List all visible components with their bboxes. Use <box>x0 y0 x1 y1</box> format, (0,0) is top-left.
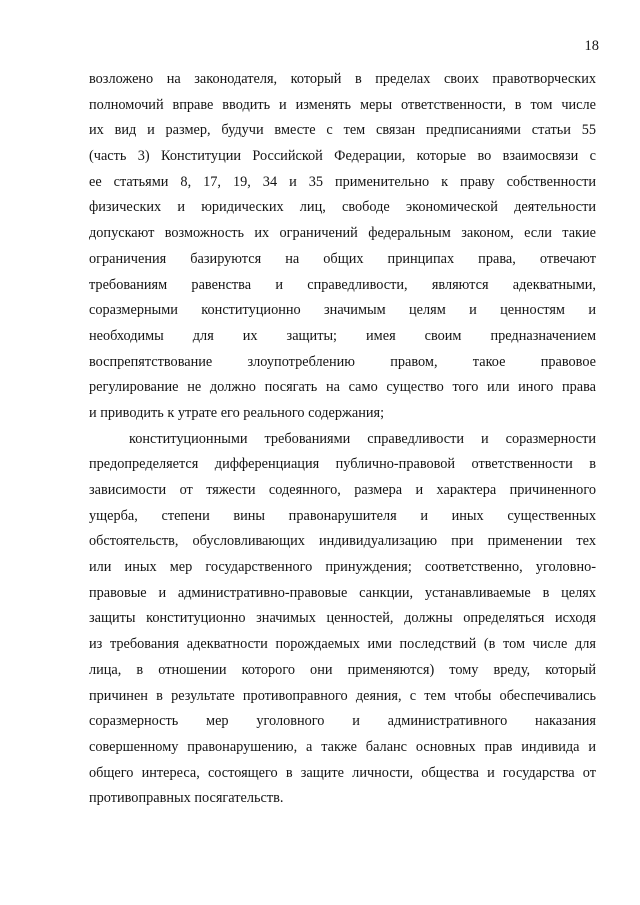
text-line: регулирование не должно посягать на само существо того или иного права <box>89 379 596 396</box>
text-line: противоправных посягательств. <box>89 790 284 807</box>
text-line: полномочий вправе вводить и изменять меры ответственности, в том числе <box>89 96 596 113</box>
text-line: требованиям равенства и справедливости, являются адекватными, <box>89 276 596 293</box>
text-line: воспрепятствование злоупотреблению правом, такое правовое <box>89 353 596 370</box>
text-line: допускают возможность их ограничений федеральным законом, если такие <box>89 225 596 242</box>
text-line: из требования адекватности порождаемых ими последствий (в том числе для <box>89 636 596 653</box>
text-line: необходимы для их защиты; имея своим предназначением <box>89 327 596 344</box>
text-line: лица, в отношении которого они применяются) тому вреду, который <box>89 661 596 678</box>
text-line: зависимости от тяжести содеянного, размера и характера причиненного <box>89 482 596 498</box>
text-line: или иных мер государственного принуждения; соответственно, уголовно- <box>89 559 596 576</box>
text-line: предопределяется дифференциация публично-правовой ответственности в <box>89 456 596 473</box>
text-line: их вид и размер, будучи вместе с тем связан предписаниями статьи 55 <box>89 122 596 139</box>
text-line: ограничения базируются на общих принципах права, отвечают <box>89 250 596 267</box>
page-number: 18 <box>584 38 599 54</box>
text-line: совершенному правонарушению, а также баланс основных прав индивида и <box>89 738 596 755</box>
text-line: соразмерность мер уголовного и административного наказания <box>89 713 596 730</box>
text-line: конституционными требованиями справедливости и соразмерности <box>129 430 596 447</box>
text-line: соразмерными конституционно значимым целям и ценностям и <box>89 302 596 319</box>
text-line: причинен в результате противоправного деяния, с тем чтобы обеспечивались <box>89 687 596 704</box>
text-line: и приводить к утрате его реального содержания; <box>89 404 385 421</box>
document-body <box>89 67 596 812</box>
text-line: защиты конституционно значимых ценностей, должны определяться исходя <box>89 610 596 627</box>
text-line: физических и юридических лиц, свободе экономической деятельности <box>89 199 596 216</box>
text-line: ее статьями 8, 17, 19, 34 и 35 применительно к праву собственности <box>89 173 596 190</box>
text-line: возложено на законодателя, который в пределах своих правотворческих <box>89 71 596 87</box>
text-line: (часть 3) Конституции Российской Федерации, которые во взаимосвязи с <box>89 148 596 165</box>
text-line: обстоятельств, обусловливающих индивидуализацию при применении тех <box>89 533 596 550</box>
paragraph-2 <box>89 427 596 812</box>
paragraph-1 <box>89 67 596 427</box>
text-line: правовые и административно-правовые санкции, устанавливаемые в целях <box>89 584 596 601</box>
text-line: ущерба, степени вины правонарушителя и иных существенных <box>89 507 596 524</box>
text-line: общего интереса, состоящего в защите личности, общества и государства от <box>89 764 596 781</box>
